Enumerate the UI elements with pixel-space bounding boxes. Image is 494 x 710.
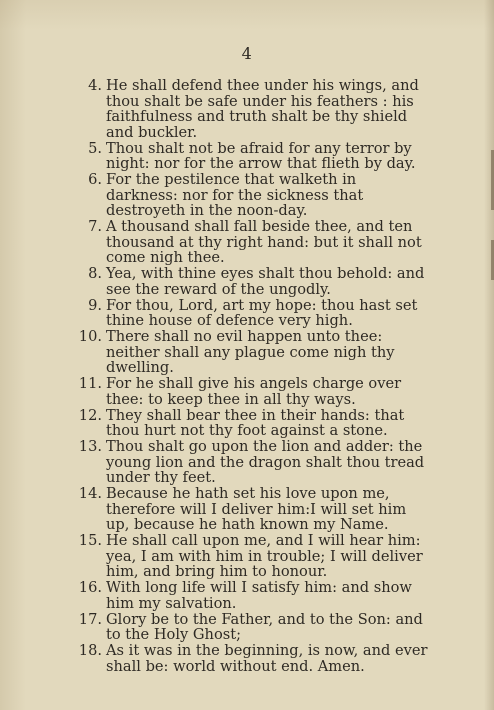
verse-text: For the pestilence that walketh in darkness: nor for the sickness that destroyeth in the noon-day. [106,171,364,219]
verse-number: 14. [78,485,102,502]
verse-text: Thou shalt not be afraid for any terror by night: nor for the arrow that flieth by day. [106,139,416,172]
verse-text: There shall no evil happen unto thee: neither shall any plague come nigh thy dwelling. [106,328,395,376]
verse-number: 12. [78,406,102,424]
verse-text: Glory be to the Father, and to the Son: and to the Holy Ghost; [106,610,423,643]
verse-item [72,266,432,297]
verse-item [72,439,432,486]
verse-item [72,78,432,140]
verse-item [72,643,432,674]
verse-number: 18. [78,642,102,659]
verse-text: Because he hath set his love upon me, therefore will I deliver him:I will set him up, because he hath known my Name. [106,485,407,533]
verse-text: A thousand shall fall beside thee, and ten thousand at thy right hand: but it shall not come nigh thee. [106,218,422,266]
verse-text: With long life will I satisfy him: and show him my salvation. [106,579,412,612]
verse-number: 15. [78,532,102,549]
verse-number: 17. [78,610,102,628]
verse-number: 9. [88,296,102,314]
verse-text: As it was in the beginning, is now, and ever shall be: world without end. Amen. [106,642,428,675]
verse-text: For thou, Lord, art my hope: thou hast set thine house of defence very high. [106,296,418,329]
verse-item [72,376,432,407]
verse-text: For he shall give his angels charge over thee: to keep thee in all thy ways. [106,375,402,408]
verse-number: 8. [88,265,102,282]
verse-text: He shall defend thee under his wings, and thou shalt be safe under his feathers : his faithfulness and truth shalt be thy shield and buckler. [106,77,419,141]
verse-item [72,329,432,376]
verse-number: 7. [88,218,102,235]
verse-item [72,533,432,580]
verse-number: 13. [78,438,102,455]
page-number: 4 [241,44,253,63]
verse-number: 10. [78,328,102,345]
verse-item [72,580,432,611]
verse-item [72,486,432,533]
verse-number: 16. [78,579,102,596]
verse-number: 11. [78,375,102,392]
verse-item [72,141,432,172]
verse-item [72,612,432,643]
verse-item [72,298,432,329]
psalm-verse-list [72,78,432,675]
verse-number: 6. [88,171,102,188]
verse-item [72,172,432,219]
verse-text: Thou shalt go upon the lion and adder: the young lion and the dragon shalt thou tread under thy feet. [106,438,425,486]
verse-text: Yea, with thine eyes shalt thou behold: and see the reward of the ungodly. [106,265,425,298]
verse-number: 4. [88,77,102,94]
verse-item [72,408,432,439]
verse-text: They shall bear thee in their hands: that thou hurt not thy foot against a stone. [106,406,405,439]
verse-text: He shall call upon me, and I will hear him: yea, I am with him in trouble; I will deliver him, and bring him to honour. [106,532,423,580]
verse-item [72,219,432,266]
verse-number: 5. [88,139,102,157]
